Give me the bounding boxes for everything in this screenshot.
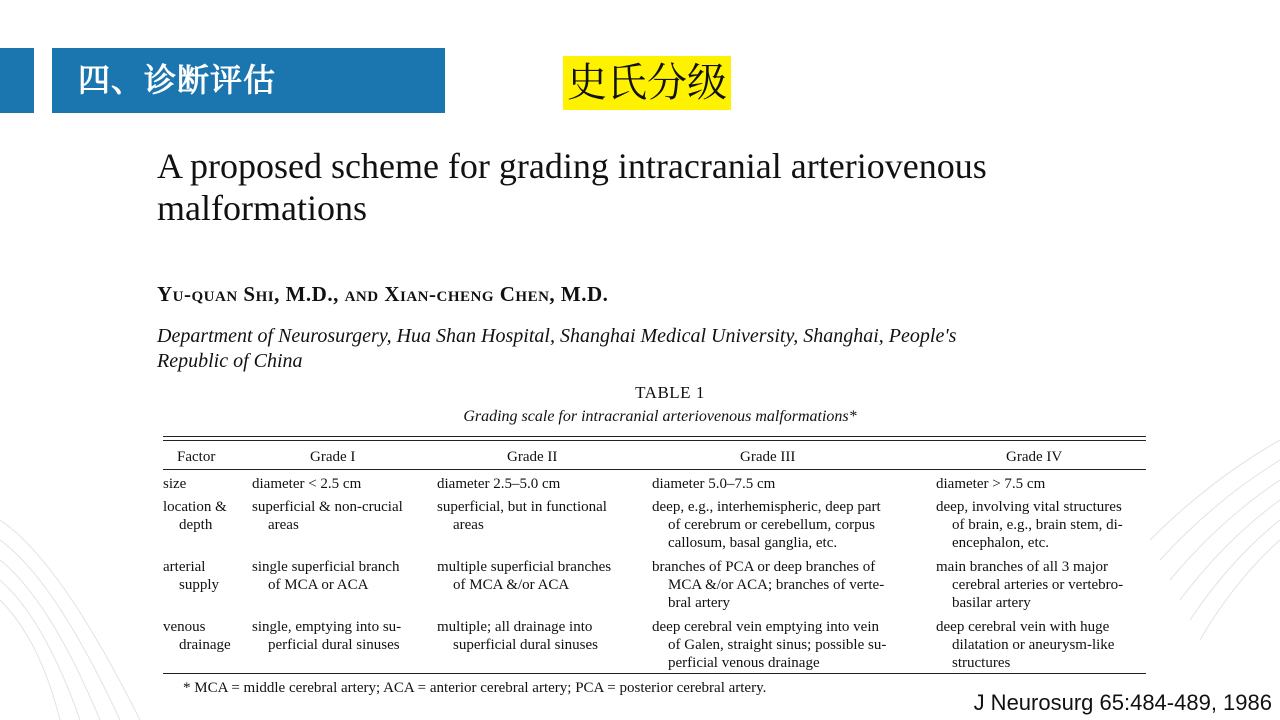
paper-affiliation xyxy=(157,324,1157,374)
table-header-grade-1: Grade I xyxy=(310,449,356,465)
cell-line: multiple superficial branches xyxy=(437,559,612,575)
cell-line: superficial, but in functional xyxy=(437,499,607,515)
table-header-grade-3: Grade III xyxy=(740,449,796,465)
table-header-grade-2: Grade II xyxy=(507,449,558,465)
cell-line: branches of PCA or deep branches of xyxy=(652,559,876,575)
cell-line: basilar artery xyxy=(952,595,1031,611)
cell-line: perficial dural sinuses xyxy=(268,637,400,653)
header-accent-bar xyxy=(0,48,34,113)
highlighted-slide-title: 史氏分级 xyxy=(563,56,731,110)
affiliation-line-2: Republic of China xyxy=(157,350,303,372)
section-title-bar xyxy=(52,48,445,113)
paper-title-line-1: A proposed scheme for grading intracranial arteriovenous xyxy=(157,146,987,186)
table-cell-grade-2 xyxy=(437,618,647,654)
table-label: TABLE 1 xyxy=(635,383,705,402)
cell-line: areas xyxy=(453,517,484,533)
cell-line: diameter 2.5–5.0 cm xyxy=(437,476,561,492)
cell-line: depth xyxy=(179,517,213,533)
cell-line: single superficial branch xyxy=(252,559,400,575)
cell-line: deep, involving vital structures xyxy=(936,499,1122,515)
cell-line: areas xyxy=(268,517,299,533)
table-cell-grade-4 xyxy=(936,498,1146,552)
cell-line: of MCA &/or ACA xyxy=(453,577,570,593)
cell-line: MCA &/or ACA; branches of verte- xyxy=(668,577,885,593)
table-cell-factor xyxy=(163,475,247,493)
cell-line: of brain, e.g., brain stem, di- xyxy=(952,517,1123,533)
cell-line: size xyxy=(163,476,187,492)
cell-line: structures xyxy=(952,655,1011,671)
table-cell-grade-4 xyxy=(936,558,1146,612)
paper-title-line-2: malformations xyxy=(157,188,367,228)
table-cell-factor xyxy=(163,558,247,594)
cell-line: of MCA or ACA xyxy=(268,577,369,593)
cell-line: drainage xyxy=(179,637,231,653)
cell-line: venous xyxy=(163,619,206,635)
table-header-factor: Factor xyxy=(177,449,216,465)
cell-line: diameter < 2.5 cm xyxy=(252,476,362,492)
table-cell-grade-3 xyxy=(652,475,926,493)
table-cell-grade-1 xyxy=(252,475,432,493)
cell-line: single, emptying into su- xyxy=(252,619,402,635)
table-footnote: * MCA = middle cerebral artery; ACA = anterior cerebral artery; PCA = posterior cerebral artery. xyxy=(183,680,767,696)
cell-line: superficial dural sinuses xyxy=(453,637,598,653)
cell-line: diameter > 7.5 cm xyxy=(936,476,1046,492)
cell-line: deep cerebral vein with huge xyxy=(936,619,1110,635)
affiliation-line-1: Department of Neurosurgery, Hua Shan Hospital, Shanghai Medical University, Shanghai, People's xyxy=(157,325,957,347)
cell-line: diameter 5.0–7.5 cm xyxy=(652,476,776,492)
table-cell-grade-1 xyxy=(252,558,432,594)
section-title: 四、诊断评估 xyxy=(78,61,277,99)
cell-line: bral artery xyxy=(668,595,731,611)
paper-authors: Yu-quan Shi, M.D., and Xian-cheng Chen, M.D. xyxy=(157,282,609,306)
table-cell-grade-2 xyxy=(437,558,647,594)
cell-line: superficial & non-crucial xyxy=(252,499,403,515)
table-cell-grade-4 xyxy=(936,475,1146,493)
table-header-rule xyxy=(163,469,1146,470)
table-cell-grade-1 xyxy=(252,498,432,534)
table-top-rule xyxy=(163,436,1146,437)
cell-line: supply xyxy=(179,577,220,593)
table-cell-grade-4 xyxy=(936,618,1146,672)
table-cell-factor xyxy=(163,498,247,534)
table-cell-grade-2 xyxy=(437,498,647,534)
table-header-grade-4: Grade IV xyxy=(1006,449,1063,465)
table-cell-grade-3 xyxy=(652,498,926,552)
table-cell-grade-3 xyxy=(652,558,926,612)
cell-line: encephalon, etc. xyxy=(952,535,1050,551)
cell-line: of Galen, straight sinus; possible su- xyxy=(668,637,887,653)
table-top-rule-inner xyxy=(163,440,1146,441)
table-cell-factor xyxy=(163,618,247,654)
journal-citation: J Neurosurg 65:484-489, 1986 xyxy=(973,690,1272,715)
cell-line: cerebral arteries or vertebro- xyxy=(952,577,1124,593)
cell-line: arterial xyxy=(163,559,206,575)
table-cell-grade-1 xyxy=(252,618,432,654)
table-cell-grade-2 xyxy=(437,475,647,493)
cell-line: deep, e.g., interhemispheric, deep part xyxy=(652,499,881,515)
cell-line: perficial venous drainage xyxy=(668,655,820,671)
cell-line: main branches of all 3 major xyxy=(936,559,1109,575)
table-caption: Grading scale for intracranial arteriovenous malformations* xyxy=(463,408,857,425)
paper-title xyxy=(157,145,1217,229)
cell-line: of cerebrum or cerebellum, corpus xyxy=(668,517,875,533)
cell-line: callosum, basal ganglia, etc. xyxy=(668,535,838,551)
cell-line: deep cerebral vein emptying into vein xyxy=(652,619,879,635)
table-bottom-rule xyxy=(163,673,1146,674)
cell-line: multiple; all drainage into xyxy=(437,619,593,635)
cell-line: location & xyxy=(163,499,227,515)
table-cell-grade-3 xyxy=(652,618,926,672)
cell-line: dilatation or aneurysm-like xyxy=(952,637,1115,653)
